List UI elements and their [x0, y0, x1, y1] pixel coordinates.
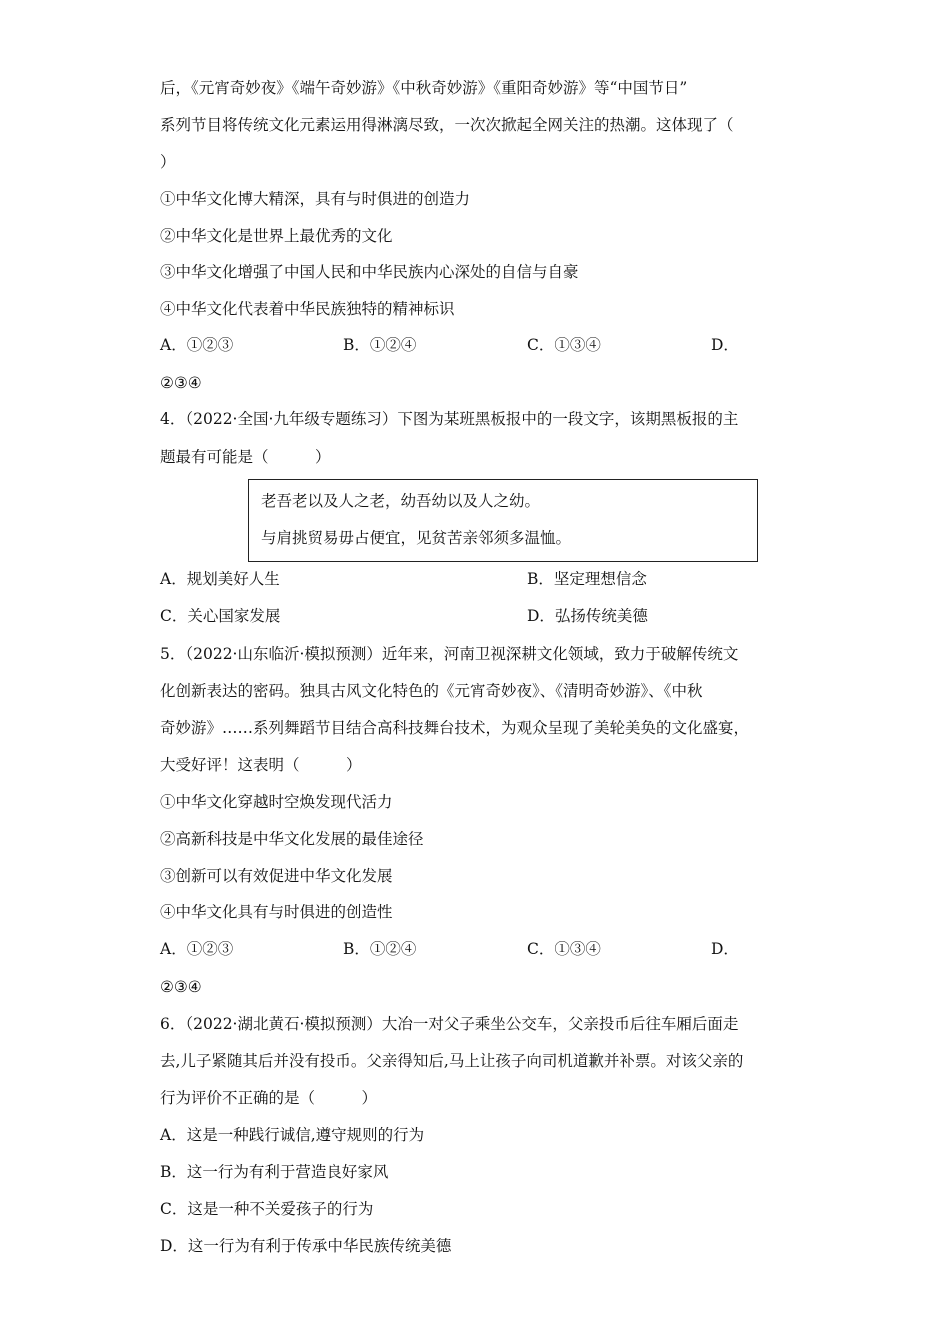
q3-stem-line-3: ）	[160, 153, 176, 171]
q6-stem-line-3: 行为评价不正确的是（ ）	[160, 1089, 378, 1107]
q5-option-a[interactable]: A．①②③	[160, 940, 234, 958]
q6-option-c[interactable]: C．这是一种不关爱孩子的行为	[160, 1200, 374, 1218]
blackboard-text-box	[248, 479, 758, 562]
q4-option-a[interactable]: A．规划美好人生	[160, 570, 280, 588]
q5-stem-line-3: 奇妙游》……系列舞蹈节目结合高科技舞台技术，为观众呈现了美轮美奂的文化盛宴，	[160, 719, 750, 737]
blackboard-line-2: 与肩挑贸易毋占便宜，见贫苦亲邻须多温恤。	[261, 529, 572, 547]
q3-item-3: ③中华文化增强了中国人民和中华民族内心深处的自信与自豪	[160, 263, 579, 281]
q6-stem-line-1: 6．（2022·湖北黄石·模拟预测）大冶一对父子乘坐公交车，父亲投币后往车厢后面走	[160, 1015, 739, 1033]
q5-item-4: ④中华文化具有与时俱进的创造性	[160, 903, 393, 921]
q5-stem-line-2: 化创新表达的密码。独具古风文化特色的《元宵奇妙夜》、《清明奇妙游》、《中秋	[160, 682, 703, 700]
q6-stem-line-2: 去,儿子紧随其后并没有投币。父亲得知后,马上让孩子向司机道歉并补票。对该父亲的	[160, 1052, 744, 1070]
q4-option-c[interactable]: C．关心国家发展	[160, 607, 281, 625]
q3-stem-line-2: 系列节目将传统文化元素运用得淋漓尽致，一次次掀起全网关注的热潮。这体现了（	[160, 116, 734, 134]
q5-item-3: ③创新可以有效促进中华文化发展	[160, 867, 393, 885]
q6-option-d[interactable]: D．这一行为有利于传承中华民族传统美德	[160, 1237, 452, 1255]
q6-option-b[interactable]: B．这一行为有利于营造良好家风	[160, 1163, 389, 1181]
q4-stem-line-1: 4．（2022·全国·九年级专题练习）下图为某班黑板报中的一段文字，该期黑板报的主	[160, 410, 739, 428]
blackboard-line-1: 老吾老以及人之老，幼吾幼以及人之幼。	[261, 492, 541, 510]
q3-option-b[interactable]: B．①②④	[343, 336, 417, 354]
q3-option-d-text[interactable]: ②③④	[160, 374, 202, 392]
q4-option-d[interactable]: D．弘扬传统美德	[527, 607, 648, 625]
q5-stem-line-4: 大受好评！这表明（ ）	[160, 756, 362, 774]
q3-item-2: ②中华文化是世界上最优秀的文化	[160, 227, 393, 245]
q5-option-d-text[interactable]: ②③④	[160, 978, 202, 996]
q3-item-1: ①中华文化博大精深，具有与时俱进的创造力	[160, 190, 471, 208]
q5-option-c[interactable]: C．①③④	[527, 940, 601, 958]
q3-option-a[interactable]: A．①②③	[160, 336, 234, 354]
q3-option-c[interactable]: C．①③④	[527, 336, 601, 354]
q3-item-4: ④中华文化代表着中华民族独特的精神标识	[160, 300, 455, 318]
q5-item-2: ②高新科技是中华文化发展的最佳途径	[160, 830, 424, 848]
q4-stem-line-2: 题最有可能是（ ）	[160, 448, 331, 466]
q6-option-a[interactable]: A．这是一种践行诚信,遵守规则的行为	[160, 1126, 425, 1144]
q3-option-d[interactable]: D．	[711, 336, 739, 354]
q5-item-1: ①中华文化穿越时空焕发现代活力	[160, 793, 393, 811]
q3-stem-line-1: 后，《元宵奇妙夜》《端午奇妙游》《中秋奇妙游》《重阳奇妙游》等“中国节日”	[160, 79, 688, 97]
q5-option-d[interactable]: D．	[711, 940, 739, 958]
q5-option-b[interactable]: B．①②④	[343, 940, 417, 958]
q5-stem-line-1: 5．（2022·山东临沂·模拟预测）近年来，河南卫视深耕文化领域，致力于破解传统文	[160, 645, 739, 663]
q4-option-b[interactable]: B．坚定理想信念	[527, 570, 647, 588]
